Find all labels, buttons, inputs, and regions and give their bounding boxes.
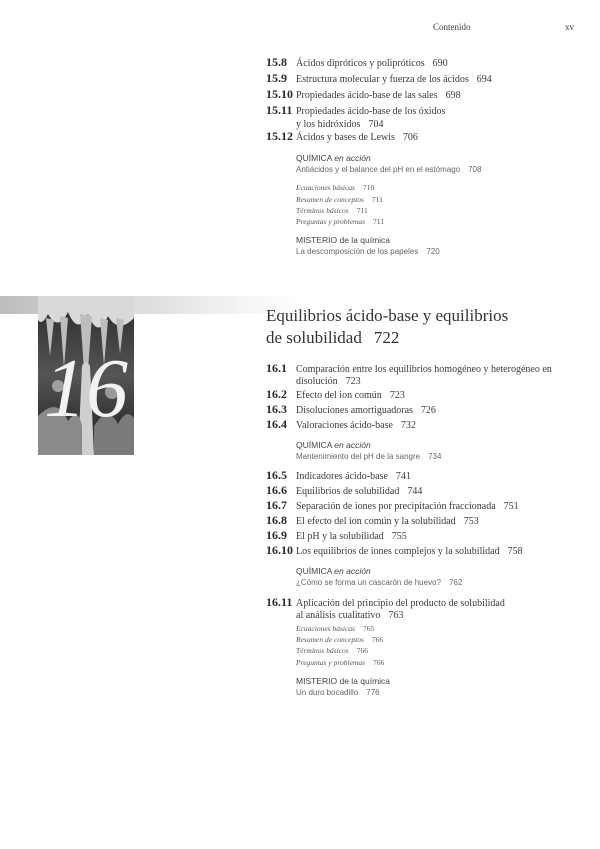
- section-number: 16.7: [266, 498, 287, 512]
- section-title: Aplicación del principio del producto de solubilidad: [296, 598, 505, 609]
- section-page: 744: [407, 486, 423, 497]
- section-number: 15.10: [266, 87, 293, 101]
- section-page: 758: [507, 546, 523, 557]
- chapter-cave-photo: [38, 296, 134, 455]
- meta-entry[interactable]: Ecuaciones básicas 765: [296, 624, 375, 633]
- misterio-title[interactable]: La descomposición de los papeles 720: [296, 247, 440, 256]
- quimica-en-accion-title[interactable]: ¿Cómo se forma un cascarón de huevo? 762: [296, 578, 463, 587]
- quimica-en-accion-label: QUÍMICA en acción: [296, 566, 371, 576]
- quimica-en-accion-label: QUÍMICA en acción: [296, 440, 371, 450]
- quimica-en-accion-label: QUÍMICA en acción: [296, 153, 371, 163]
- section-title-cont: disolución: [296, 376, 338, 387]
- section-number: 16.9: [266, 528, 287, 542]
- quimica-en-accion-title[interactable]: Mantenimiento del pH de la sangre 734: [296, 452, 442, 461]
- quimica-en-accion-title[interactable]: Antiácidos y el balance del pH en el estómago 708: [296, 165, 482, 174]
- section-page: 755: [391, 531, 407, 542]
- meta-entry[interactable]: Ecuaciones básicas 710: [296, 183, 375, 192]
- section-title: Efecto del ion común: [296, 390, 382, 401]
- section-title: El efecto del ion común y la solubilidad: [296, 516, 456, 527]
- section-page: 698: [445, 90, 461, 101]
- section-page: 753: [463, 516, 479, 527]
- section-title: Estructura molecular y fuerza de los ácidos: [296, 74, 469, 85]
- section-number: 15.8: [266, 55, 287, 69]
- section-number: 16.4: [266, 417, 287, 431]
- chapter-title[interactable]: Equilibrios ácido-base y equilibrios de solubilidad 722: [266, 306, 509, 347]
- section-title: Disoluciones amortiguadoras: [296, 405, 413, 416]
- section-number: 15.12: [266, 129, 293, 143]
- misterio-label: MISTERIO de la química: [296, 235, 391, 245]
- section-number: 16.10: [266, 543, 293, 557]
- section-number: 16.11: [266, 595, 293, 609]
- section-page: 751: [503, 501, 519, 512]
- meta-entry[interactable]: Preguntas y problemas 711: [296, 217, 385, 226]
- section-title: Equilibrios de solubilidad: [296, 486, 400, 497]
- section-title: Propiedades ácido-base de las sales: [296, 90, 438, 101]
- section-title: Indicadores ácido-base: [296, 471, 388, 482]
- section-number: 15.11: [266, 103, 293, 117]
- section-page: 726: [420, 405, 436, 416]
- misterio-title[interactable]: Un duro bocadillo 776: [296, 688, 380, 697]
- misterio-label: MISTERIO de la química: [296, 676, 391, 686]
- section-number: 16.3: [266, 402, 287, 416]
- section-page: 732: [400, 420, 416, 431]
- section-page: 706: [402, 132, 418, 143]
- section-page: 741: [395, 471, 411, 482]
- section-number: 15.9: [266, 71, 287, 85]
- section-page: 763: [388, 610, 404, 621]
- section-title: Separación de iones por precipitación fraccionada: [296, 501, 496, 512]
- section-page: 723: [345, 376, 361, 387]
- cave-image: [38, 296, 134, 455]
- section-page: 694: [476, 74, 492, 85]
- section-number: 16.6: [266, 483, 287, 497]
- section-title: Propiedades ácido-base de los óxidos: [296, 106, 446, 117]
- section-title: Ácidos dipróticos y polipróticos: [296, 58, 425, 69]
- page-number: xv: [565, 22, 574, 32]
- meta-entry[interactable]: Resumen de conceptos 711: [296, 195, 383, 204]
- meta-entry[interactable]: Resumen de conceptos 766: [296, 635, 384, 644]
- section-number: 16.8: [266, 513, 287, 527]
- section-title: Valoraciones ácido-base: [296, 420, 393, 431]
- running-header: Contenido: [433, 22, 471, 32]
- section-page: 723: [389, 390, 405, 401]
- chapter-page: 722: [373, 328, 400, 347]
- section-title-cont: y los hidróxidos: [296, 119, 361, 130]
- section-title: El pH y la solubilidad: [296, 531, 384, 542]
- section-number: 16.1: [266, 361, 287, 375]
- section-page: 704: [368, 119, 384, 130]
- meta-entry[interactable]: Términos básicos 711: [296, 206, 368, 215]
- section-number: 16.5: [266, 468, 287, 482]
- section-number: 16.2: [266, 387, 287, 401]
- section-page: 690: [432, 58, 448, 69]
- section-title: Comparación entre los equilibrios homogéneo y heterogéneo en: [296, 364, 552, 375]
- section-title-cont: al análisis cualitativo: [296, 610, 381, 621]
- section-title: Ácidos y bases de Lewis: [296, 132, 395, 143]
- meta-entry[interactable]: Preguntas y problemas 766: [296, 658, 385, 667]
- chapter-number: 16: [44, 342, 128, 435]
- meta-entry[interactable]: Términos básicos 766: [296, 646, 368, 655]
- section-title: Los equilibrios de iones complejos y la solubilidad: [296, 546, 500, 557]
